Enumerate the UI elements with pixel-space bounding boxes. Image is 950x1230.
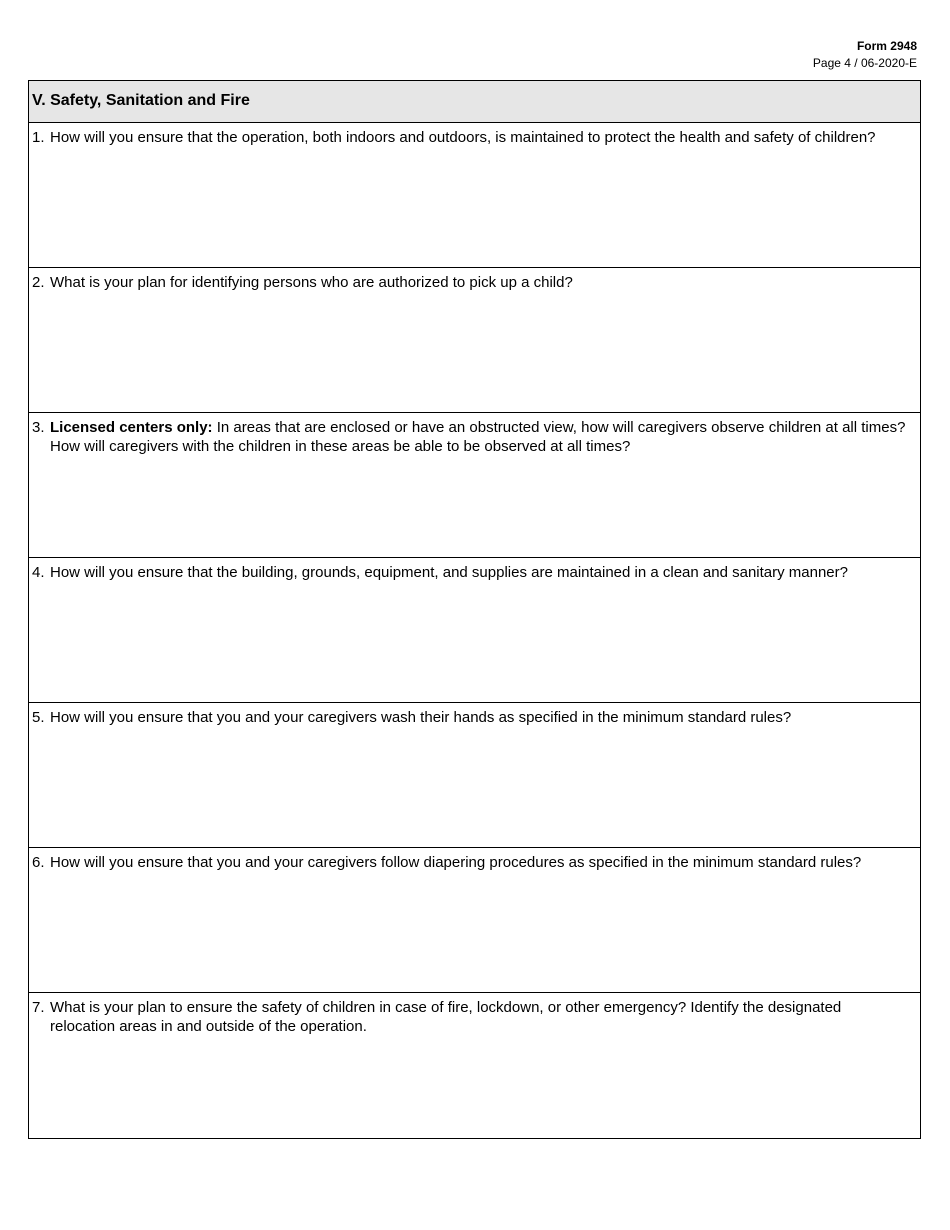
- question-4: [32, 563, 910, 582]
- question-2-response-area[interactable]: [29, 268, 920, 413]
- question-number: 3.: [32, 419, 45, 436]
- question-body: How will you ensure that the operation, both indoors and outdoors, is maintained to protect the health and safety of children?: [50, 129, 876, 146]
- question-1-response-area[interactable]: [29, 123, 920, 268]
- question-text: [50, 563, 910, 582]
- question-1: [32, 128, 910, 147]
- question-text: [50, 998, 910, 1036]
- question-3: [32, 418, 910, 456]
- question-body: In areas that are enclosed or have an obstructed view, how will caregivers observe children at all times? How will caregivers with the children in these areas be able to be observed at all times?: [50, 419, 906, 455]
- question-text: [50, 128, 910, 147]
- question-7-response-area[interactable]: [29, 993, 920, 1138]
- section-title: V. Safety, Sanitation and Fire: [29, 81, 920, 123]
- question-2: [32, 273, 910, 292]
- question-7: [32, 998, 910, 1036]
- question-body: What is your plan for identifying persons who are authorized to pick up a child?: [50, 274, 573, 291]
- question-text: [50, 273, 910, 292]
- question-text: [50, 853, 910, 872]
- question-body: How will you ensure that the building, grounds, equipment, and supplies are maintained in a clean and sanitary manner?: [50, 564, 848, 581]
- question-prefix: Licensed centers only:: [50, 419, 213, 436]
- question-text: [50, 708, 910, 727]
- question-4-response-area[interactable]: [29, 558, 920, 703]
- question-6-response-area[interactable]: [29, 848, 920, 993]
- question-3-response-area[interactable]: [29, 413, 920, 558]
- form-table: [28, 80, 921, 1139]
- question-body: How will you ensure that you and your caregivers wash their hands as specified in the minimum standard rules?: [50, 709, 792, 726]
- question-number: 6.: [32, 854, 45, 871]
- form-header: [813, 38, 917, 72]
- form-number: Form 2948: [856, 39, 917, 53]
- question-6: [32, 853, 910, 872]
- question-number: 7.: [32, 999, 45, 1016]
- question-number: 2.: [32, 274, 45, 291]
- question-number: 5.: [32, 709, 45, 726]
- question-body: How will you ensure that you and your caregivers follow diapering procedures as specified in the minimum standard rules?: [50, 854, 862, 871]
- page-info: Page 4 / 06-2020-E: [812, 56, 917, 70]
- question-body: What is your plan to ensure the safety of children in case of fire, lockdown, or other emergency? Identify the designated relocation areas in and outside of the operation.: [50, 999, 842, 1035]
- question-number: 4.: [32, 564, 45, 581]
- question-text: [50, 418, 910, 456]
- question-5: [32, 708, 910, 727]
- question-number: 1.: [32, 129, 45, 146]
- question-5-response-area[interactable]: [29, 703, 920, 848]
